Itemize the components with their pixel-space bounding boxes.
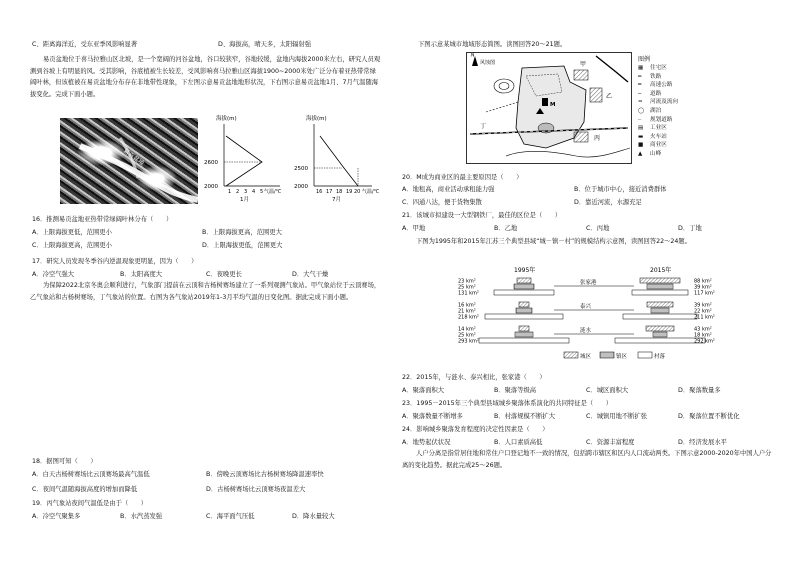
map-label-ding: 丁 [480, 123, 487, 130]
year-1995-label: 1995年 [514, 267, 536, 274]
jul-xtick-17: 17 [326, 189, 333, 195]
q23-option-c[interactable]: C．城镇用地不断扩张 [586, 413, 648, 420]
bar-1995-2-0 [519, 326, 529, 331]
year-2015-label: 2015年 [650, 267, 672, 274]
jul-temp-line [320, 136, 358, 186]
legend-swatch-town [600, 352, 614, 358]
bar-2015-2-1 [653, 332, 667, 337]
jan-xtick-4: 4 [252, 189, 256, 195]
legend-town: 镇区 [616, 354, 628, 360]
legend-label: 工业区 [650, 125, 667, 132]
bar-1995-1-1 [516, 308, 532, 313]
jan-xtick-1: 1 [228, 189, 232, 195]
q21-option-c[interactable]: C．丙地 [586, 225, 610, 232]
q22-option-b[interactable]: B．聚落等级高 [494, 387, 537, 394]
q23-option-d[interactable]: D．聚落位置不断优化 [678, 413, 740, 420]
jan-xtick-2: 2 [236, 189, 240, 195]
commercial-block [542, 98, 548, 106]
industrial-zone-jia [574, 70, 588, 80]
q21-option-b[interactable]: B．乙地 [494, 225, 518, 232]
legend-label: 铁路 [650, 73, 662, 80]
bar-2015-2-0 [646, 326, 674, 331]
q22-option-c[interactable]: C．城区面积大 [586, 387, 629, 394]
q16-option-a[interactable]: A．上限海拔更低，范围更小 [32, 229, 112, 236]
legend-item [638, 64, 694, 73]
jul-ytick-2500: 2500 [294, 166, 308, 172]
value-1995-1-0: 16 km² [458, 302, 476, 309]
q23-option-a[interactable]: A．聚落数量不断增多 [402, 413, 463, 420]
jul-xtick-18: 18 [336, 189, 343, 195]
legend-symbol-icon: ▬ [638, 133, 644, 140]
q15-option-c: C、距离海洋近，受东亚季风影响显著 [32, 41, 138, 48]
q17-option-b[interactable]: B．太阳高度大 [120, 271, 163, 278]
intro-paragraph-yigong: 易贡盆地位于喜马拉雅山区北坡，是一个宽阔的河谷盆地，谷口较狭窄，谷地较缓，盆地内海拔2000米左右，研究人员观测到谷坡上有明显的风。受其影响，谷底植被生长较差，受风影响喜马拉雅山区海拔1900~2000米处广泛分布着亚热带常绿阔叶林，但该植被在易贡盆地分布存在非地带性现象，下左图示意易贡盆地地形状况，下右图示意易贡盆地1月、7月气温随海拔变化。完成下面小题。 [30, 56, 381, 98]
jul-ylabel: 海拔(m) [306, 116, 327, 122]
legend-swatch-city [564, 352, 578, 358]
q16-stem: 16．推测易贡盆地亚热带常绿阔叶林分布（ ） [32, 216, 173, 223]
legend-symbol-icon: ━ [638, 73, 642, 80]
q17-stem: 17．研究人员发现冬季谷内逆温现象更明显，因为（ ） [32, 258, 198, 265]
legend-title: 图例 [638, 56, 651, 63]
q19-stem: 19．丙气象站夜间气温低是由于（ ） [32, 500, 148, 507]
q24-option-d[interactable]: D．经济发展水平 [678, 439, 727, 446]
legend-label: 河流及流向 [650, 99, 678, 106]
map-label-m: M [550, 102, 556, 108]
city-map [466, 52, 632, 164]
jan-ytick-2000: 2000 [204, 184, 218, 190]
legend-item [638, 81, 694, 90]
q15-option-d: D、海拔高，晴天多，太阳辐射强 [218, 41, 312, 48]
q24-stem: 24．影响城乡聚落发育程度的决定性因素是（ ） [402, 426, 549, 433]
jul-xtick-16: 16 [316, 189, 323, 195]
legend-label: 高速公路 [650, 82, 673, 89]
value-1995-1-2: 218 km² [458, 314, 479, 321]
legend-symbol-icon: ≈ [638, 99, 643, 106]
q19-option-a[interactable]: A．冷空气聚集多 [32, 513, 81, 520]
legend-label: 商业区 [650, 142, 667, 149]
q22-option-a[interactable]: A．聚落面积大 [402, 387, 445, 394]
q17-option-a[interactable]: A．冷空气强大 [32, 271, 75, 278]
legend-label: 道路 [650, 90, 662, 97]
q16-option-c[interactable]: C．上限海拔更高，范围更小 [32, 242, 112, 249]
legend-label: 火车站 [650, 133, 667, 140]
county-name-1: 泰兴 [580, 304, 592, 310]
bar-2015-1-2 [623, 314, 697, 319]
value-1995-1-1: 21 km² [458, 308, 476, 315]
value-1995-0-2: 131 km² [458, 290, 479, 297]
q20-option-a[interactable]: A．地租高，商业活动承租能力强 [402, 186, 495, 193]
bar-2015-1-1 [651, 308, 669, 313]
q20-option-c[interactable]: C．四通八达，便于货物集散 [402, 199, 482, 206]
legend-item [638, 150, 694, 159]
bar-2015-0-0 [640, 278, 680, 283]
industrial-zone-yi [590, 88, 602, 102]
legend-symbol-icon: ▤ [638, 125, 644, 132]
legend-item [638, 73, 694, 82]
legend-label: 住宅区 [650, 65, 667, 71]
chart-jan [202, 112, 282, 202]
jan-ylabel: 海拔(m) [216, 116, 237, 122]
q20-option-d[interactable]: D．靠近河流，水源充足 [574, 199, 642, 206]
legend-list [638, 64, 694, 159]
value-1995-2-1: 25 km² [458, 332, 476, 339]
q21-option-a[interactable]: A．甲地 [402, 225, 426, 232]
bar-1995-0-2 [494, 290, 554, 295]
legend-item [638, 141, 694, 150]
value-2015-2-0: 43 km² [694, 326, 712, 333]
legend-symbol-icon: ─ [638, 90, 642, 97]
chart-intro: 下图为1995年和2015年江苏三个典型县域“城－镇－村”的规模结构示意图，读图回答22～24题。 [416, 238, 691, 245]
value-2015-1-0: 39 km² [694, 302, 712, 309]
intro-paragraph-olympics: 为保障2022北京冬奥会顺利进行，气象部门提前在云顶和古杨树赛场建立了一系列观测气象站。甲气象站位于云顶赛场，乙气象站和古杨树赛场，丁气象站的位置。右图为各气象站2019年1-3月平均气温的日变化图。据此完成下面小题。 [30, 282, 381, 301]
legend-symbol-icon: ▲ [638, 150, 643, 157]
value-2015-2-1: 18 km² [694, 332, 712, 339]
legend-label: 规划道路 [650, 116, 673, 123]
jul-xtick-19: 19 [346, 189, 353, 195]
q22-option-d[interactable]: D．聚落数量多 [678, 387, 721, 394]
jan-ytick-2600: 2600 [204, 160, 218, 166]
map-label-yi: 乙 [606, 93, 613, 100]
bar-2015-1-0 [647, 302, 673, 307]
industrial-zone-bing [574, 132, 588, 142]
jan-xtick-5: 5 [260, 189, 264, 195]
q18-option-a[interactable]: A．白天古杨树赛场比云顶赛场最高气温低 [32, 471, 150, 478]
value-1995-2-0: 14 km² [458, 326, 476, 333]
q22-stem: 22．2015年，与涟水、泰兴相比，张家港（ ） [402, 374, 546, 381]
north-label: N [471, 53, 475, 59]
q19-option-c[interactable]: C．海平面气压低 [206, 513, 255, 520]
bar-1995-0-0 [517, 278, 531, 283]
bar-1995-1-2 [485, 314, 563, 319]
q18-stem: 18．据图可知（ ） [32, 458, 97, 465]
jan-temp-line [226, 136, 262, 186]
value-2015-0-0: 88 km² [694, 278, 712, 285]
legend-city: 城区 [580, 354, 592, 360]
value-2015-0-1: 39 km² [694, 284, 712, 291]
q17-option-c[interactable]: C．夜晚更长 [206, 271, 242, 278]
q24-option-c[interactable]: C．资源丰富程度 [586, 439, 635, 446]
map-label-jia: 甲 [580, 61, 587, 68]
county-name-0: 张家港 [580, 280, 597, 286]
map-legend [638, 56, 694, 159]
q19-option-d[interactable]: D．降水量较大 [292, 513, 335, 520]
legend-label: 湖泊 [650, 107, 662, 114]
q21-stem: 21．该城市拟建设一大型钢铁厂，最佳的区位是（ ） [402, 212, 562, 219]
value-2015-1-2: 211 km² [694, 314, 715, 321]
q16-option-b[interactable]: B．上限海拔更高，范围更大 [202, 229, 282, 236]
map-label-bing: 丙 [594, 135, 601, 142]
q24-option-a[interactable]: A．地势起伏状况 [402, 439, 451, 446]
q18-option-c[interactable]: C．夜间气温随海拔高度的增加而降低 [32, 486, 138, 493]
value-1995-0-1: 25 km² [458, 284, 476, 291]
q21-option-d[interactable]: D．丁地 [678, 225, 702, 232]
chart-jul [292, 112, 380, 203]
q24-option-b[interactable]: B．人口素质高低 [494, 439, 543, 446]
jan-xunit: 气温/℃ [264, 189, 282, 195]
q18-option-d[interactable]: D．古杨树赛场比云顶赛场夜温差大 [206, 486, 306, 493]
value-1995-0-0: 23 km² [458, 278, 476, 285]
q23-stem: 23．1995－2015年三个典型县域城乡聚落体系演化的共同特征是（ ） [402, 400, 613, 407]
value-2015-1-1: 22 km² [694, 308, 712, 315]
value-1995-2-2: 293 km² [458, 338, 479, 345]
bar-1995-1-0 [519, 302, 529, 307]
legend-item [638, 98, 694, 107]
map-label-yigong: 易贡盆地 [121, 147, 146, 168]
jul-ytick-2000: 2000 [294, 184, 308, 190]
legend-item [638, 90, 694, 99]
legend-symbol-icon: ═ [638, 82, 642, 89]
bar-2015-2-2 [615, 338, 705, 343]
value-2015-0-2: 117 km² [694, 290, 715, 297]
legend-item [638, 116, 694, 125]
bar-2015-0-2 [632, 290, 688, 295]
q20-stem: 20．M成为商业区的最主要原因是（ ） [402, 174, 523, 181]
legend-symbol-icon: ▦ [638, 65, 644, 71]
q17-option-d[interactable]: D．大气干燥 [292, 271, 329, 278]
legend-symbol-icon: ◯ [638, 107, 645, 114]
settlement-structure-chart [454, 266, 724, 364]
map-intro: 下图示意某城市地域形态简图。读图回答20～21题。 [418, 41, 567, 48]
jul-month: 7月 [332, 197, 341, 203]
bar-1995-2-1 [515, 332, 533, 337]
bar-1995-0-1 [514, 284, 534, 289]
jan-month: 1月 [240, 197, 249, 203]
legend-symbol-icon: ■ [638, 142, 644, 149]
q16-option-d[interactable]: D．上限海拔更低，范围更大 [202, 242, 283, 249]
q18-option-b[interactable]: B．傍晚云顶赛场比古杨树赛场降温速率快 [206, 471, 324, 478]
q19-option-b[interactable]: B．水汽蒸发强 [120, 513, 163, 520]
q23-option-b[interactable]: B．村落规模不断扩大 [494, 413, 555, 420]
map-label-feng: 风蚀图 [480, 60, 496, 66]
jul-xtick-20: 20 [354, 189, 361, 195]
bar-2015-0-1 [647, 284, 673, 289]
legend-item [638, 107, 694, 116]
jul-xunit: 气温/℃ [362, 189, 380, 195]
legend-swatch-village [638, 352, 652, 358]
jan-xtick-3: 3 [244, 189, 248, 195]
legend-item [638, 124, 694, 133]
q20-option-b[interactable]: B．位于城市中心，接近消费群体 [574, 186, 667, 193]
intro-hukou: 人户分离是指常居住地和常住户口登记地不一致的情况，包括跨市辖区和区内人口流动两类。下图示意2000-2020年中国人户分离的变化趋势。据此完成25～26题。 [402, 450, 772, 469]
terrain-map-image [60, 118, 198, 204]
legend-label: 山峰 [650, 150, 662, 157]
value-2015-2-2: 292 km² [694, 338, 715, 345]
legend-item [638, 133, 694, 142]
bar-1995-2-2 [479, 338, 569, 343]
county-name-2: 涟水 [580, 328, 592, 334]
legend-symbol-icon: ┄ [638, 116, 642, 123]
legend-village: 村落 [654, 354, 666, 360]
